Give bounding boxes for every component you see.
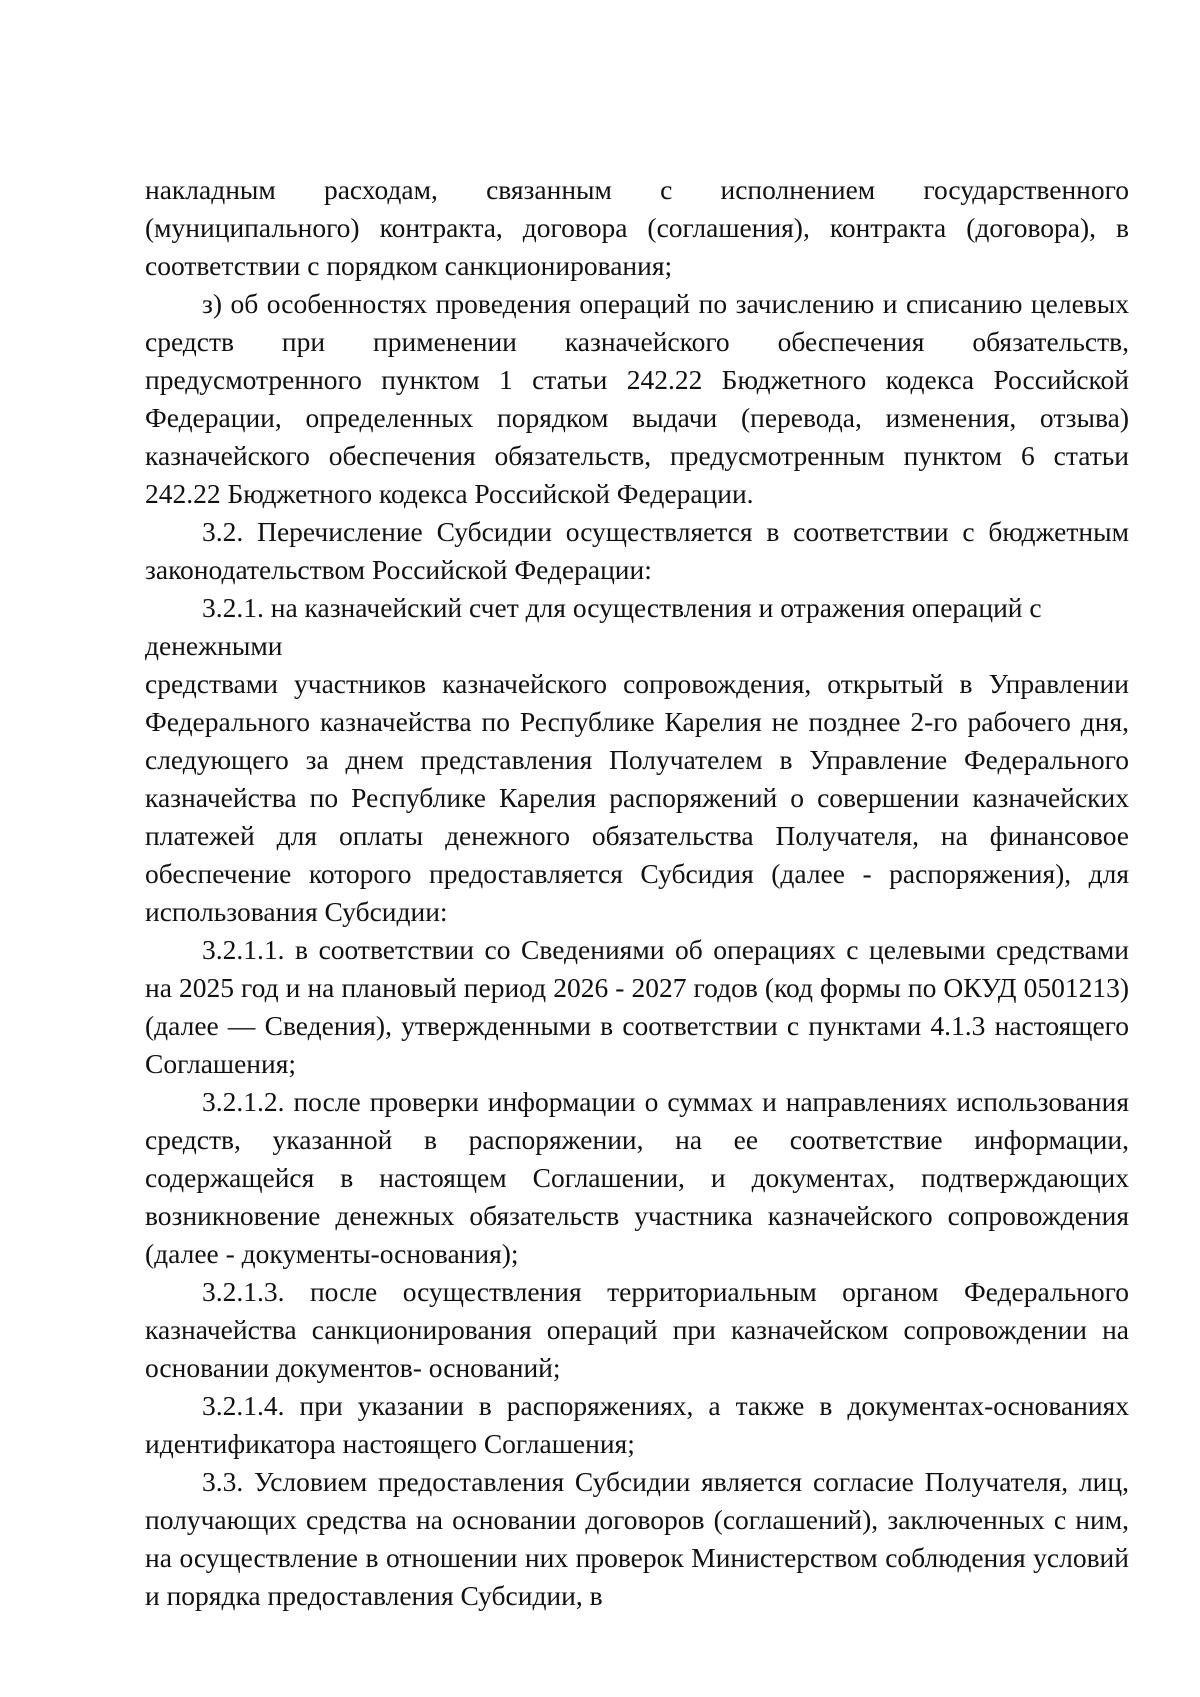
paragraph-3-2-1-continuation: средствами участников казначейского сопровождения, открытый в Управлении Федерального казначейства по Республике Карелия не позднее 2-го рабочего дня, следующего за днем представления Получателем в Управление Федерального казначейства по Республике Карелия распоряжений о совершении казначейских платежей для оплаты денежного обязательства Получателя, на финансовое обеспечение которого предоставляется Субсидия (далее - распоряжения), для использования Субсидии:	[145, 668, 1129, 927]
paragraph-3-2-1: 3.2.1. на казначейский счет для осуществления и отражения операций с денежными	[145, 592, 1042, 661]
paragraph-3-3: 3.3. Условием предоставления Субсидии является согласие Получателя, лиц, получающих средства на основании договоров (соглашений), заключенных с ним, на осуществление в отношении них проверок Министерством соблюдения условий и порядка предоставления Субсидии, в	[145, 1466, 1129, 1611]
paragraph-item-z: з) об особенностях проведения операций по зачислению и списанию целевых средств при применении казначейского обеспечения обязательств, предусмотренного пунктом 1 статьи 242.22 Бюджетного кодекса Российской Федерации, определенных порядком выдачи (перевода, изменения, отзыва) казначейского обеспечения обязательств, предусмотренным пунктом 6 статьи 242.22 Бюджетного кодекса Российской Федерации.	[145, 288, 1129, 509]
paragraph-3-2-1-1: 3.2.1.1. в соответствии со Сведениями об операциях с целевыми средствами на 2025 год и на плановый период 2026 - 2027 годов (код формы по ОКУД 0501213) (далее — Сведения), утвержденными в соответствии с пунктами 4.1.3 настоящего Соглашения;	[145, 934, 1129, 1079]
paragraph-3-2-1-3: 3.2.1.3. после осуществления территориальным органом Федерального казначейства санкционирования операций при казначейском сопровождении на основании документов- оснований;	[145, 1276, 1129, 1383]
document-body	[145, 171, 1129, 1615]
paragraph-3-2-1-2: 3.2.1.2. после проверки информации о суммах и направлениях использования средств, указанной в распоряжении, на ее соответствие информации, содержащейся в настоящем Соглашении, и документах, подтверждающих возникновение денежных обязательств участника казначейского сопровождения (далее - документы-основания);	[145, 1086, 1129, 1269]
paragraph-3-2-1-4: 3.2.1.4. при указании в распоряжениях, а также в документах-основаниях идентификатора настоящего Соглашения;	[145, 1390, 1129, 1459]
paragraph-overhead-costs: накладным расходам, связанным с исполнением государственного (муниципального) контракта, договора (соглашения), контракта (договора), в соответствии с порядком санкционирования;	[145, 174, 1129, 281]
paragraph-3-2: 3.2. Перечисление Субсидии осуществляется в соответствии с бюджетным законодательством Российской Федерации:	[145, 516, 1129, 585]
